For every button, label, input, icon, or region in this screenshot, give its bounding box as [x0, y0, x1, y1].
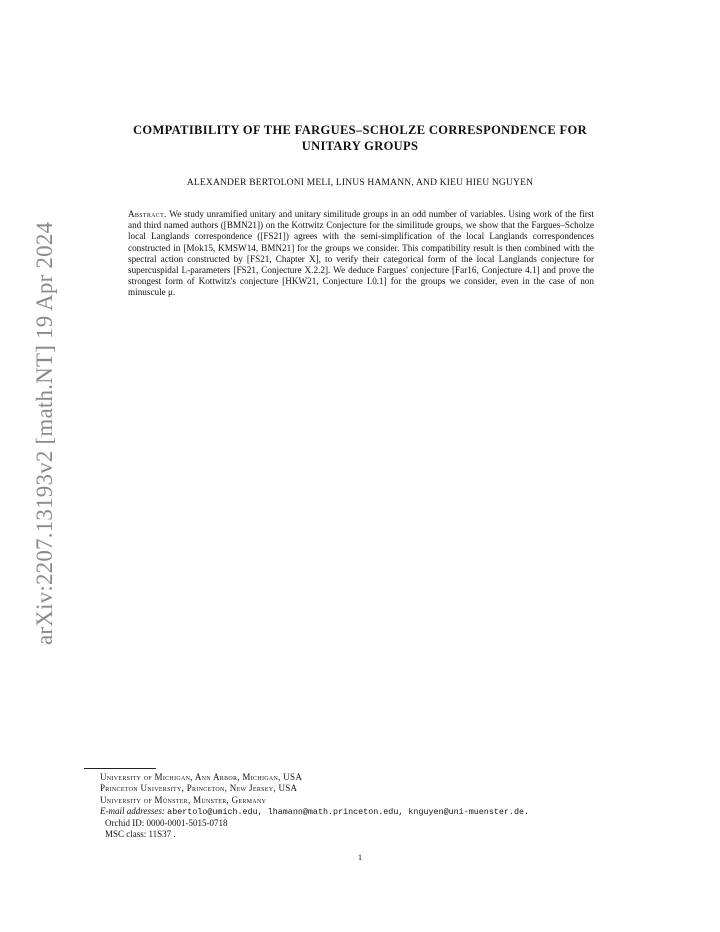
page-number: 1 — [357, 852, 363, 862]
footnotes — [100, 772, 640, 841]
arxiv-identifier-stamp: arXiv:2207.13193v2 [math.NT] 19 Apr 2024 — [32, 221, 57, 645]
paper-title-line-2: UNITARY GROUPS — [301, 139, 419, 153]
affiliation-3: University of Münster, Münster, Germany — [100, 794, 267, 805]
abstract — [128, 209, 594, 299]
email-line — [100, 806, 640, 818]
affiliation-2: Princeton University, Princeton, New Jersey, USA — [100, 783, 298, 794]
abstract-text: We study unramified unitary and unitary similitude groups in an odd number of variables. Using work of the first and third named authors ([BMN21]) on the Kottwitz Conjecture for the similitude groups, we show that the Fargues–Scholze local Langlands correspondence ([FS21]) agrees with the semi-simplification of the local Langlands correspondences constructed in [Mok15, KMSW14, BMN21] for the groups we consider. This compatibility result is then combined with the spectral action constructed by [FS21, Chapter X], to verify their categorical form of the local Langlands conjecture for supercuspidal L-parameters [FS21, Conjecture X.2.2]. We deduce Fargues' conjecture [Far16, Conjecture 4.1] and prove the strongest form of Kottwitz's conjecture [HKW21, Conjecture I.0.1] for the groups we consider, even in the case of non minuscule μ. — [128, 209, 594, 298]
abstract-label: Abstract. — [128, 209, 167, 219]
email-addresses: abertolo@umich.edu, lhamann@math.princeton.edu, knguyen@uni-muenster.de. — [167, 806, 530, 817]
orchid-id: Orchid ID: 0000-0001-5015-0718 — [105, 818, 228, 829]
paper-title-line-1: COMPATIBILITY OF THE FARGUES–SCHOLZE CORRESPONDENCE FOR — [133, 123, 587, 137]
email-label: E-mail addresses: — [100, 805, 165, 816]
footnote-divider — [84, 768, 156, 769]
author-list: ALEXANDER BERTOLONI MELI, LINUS HAMANN, AND KIEU HIEU NGUYEN — [186, 178, 534, 188]
msc-class: MSC class: 11S37 . — [105, 829, 176, 840]
paper-title — [80, 122, 640, 154]
affiliation-1: University of Michigan, Ann Arbor, Michigan, USA — [100, 772, 303, 782]
